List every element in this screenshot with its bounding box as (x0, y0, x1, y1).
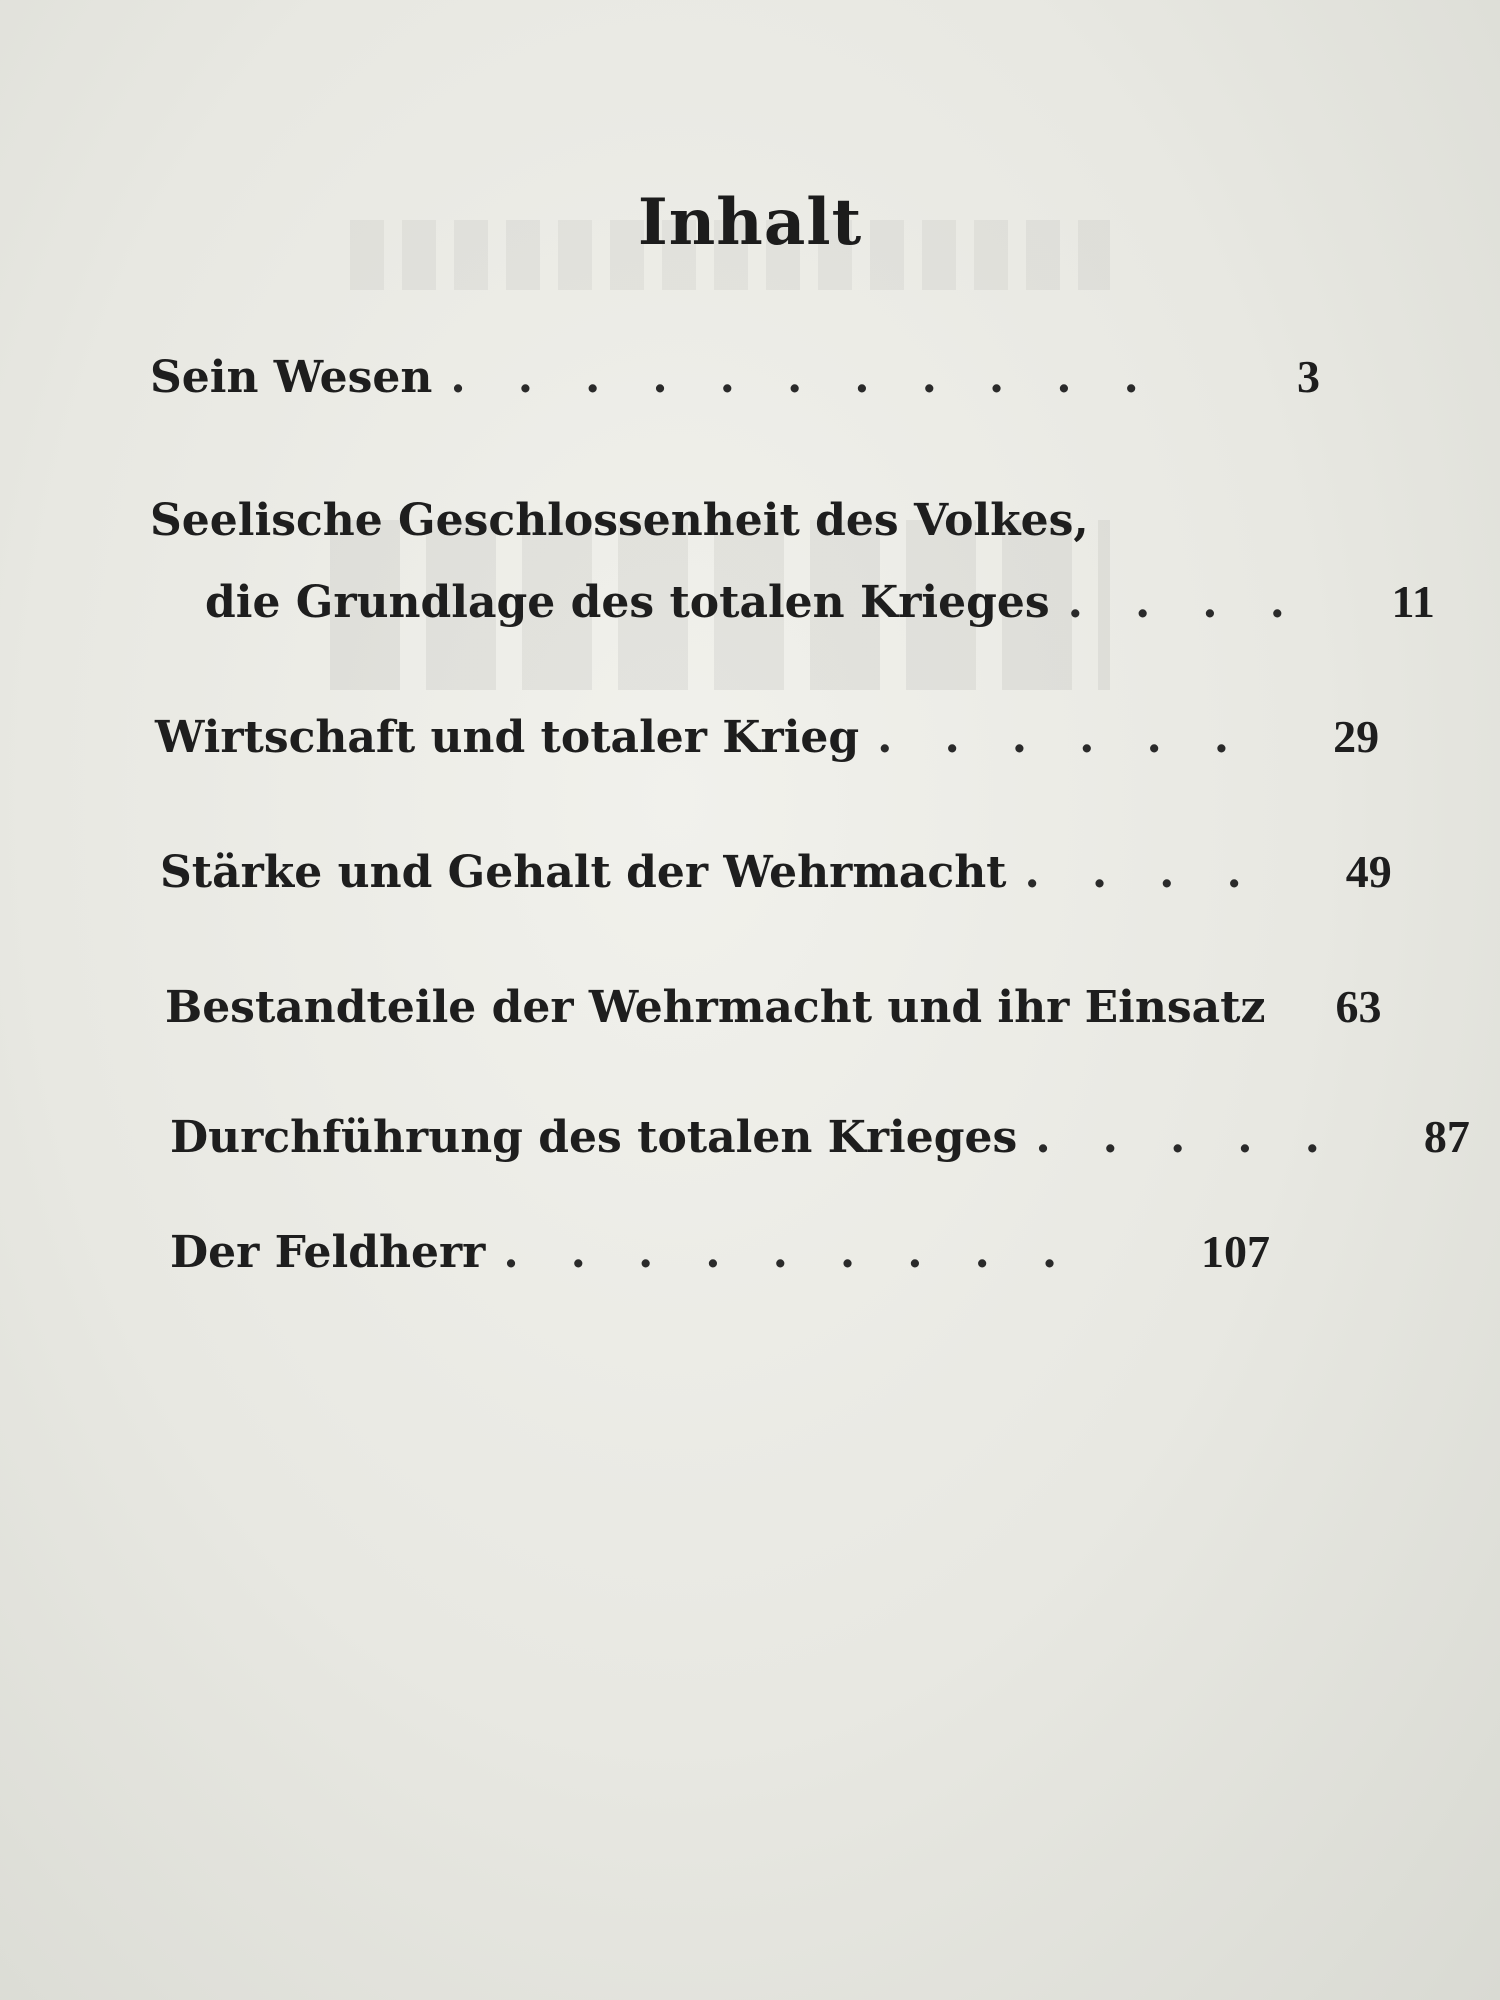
toc-page-number: 3 (1297, 351, 1320, 402)
toc-entry-title-line1: Seelische Geschlossenheit des Volkes, (150, 495, 1089, 546)
toc-entry (160, 845, 1392, 905)
dot-leader: .... (1024, 847, 1294, 898)
toc-page-number: 11 (1391, 576, 1435, 627)
toc-entry-title: Durchführung des totalen Krieges (170, 1112, 1018, 1163)
toc-page-number: 107 (1201, 1226, 1270, 1277)
dot-leader: ......... (503, 1227, 1110, 1278)
toc-page-number: 49 (1345, 846, 1392, 897)
toc-entry (170, 1225, 1270, 1285)
dot-leader: ..... (1035, 1112, 1372, 1163)
toc-entry (205, 575, 1435, 635)
toc-entry-title: Sein Wesen (150, 352, 433, 403)
toc-entry-title: Bestandteile der Wehrmacht und ihr Einsatz (165, 982, 1266, 1033)
toc-entry-title: Stärke und Gehalt der Wehrmacht (160, 847, 1007, 898)
toc-entry (150, 350, 1320, 410)
toc-entry (155, 710, 1380, 770)
toc-entry (170, 1110, 1470, 1170)
toc-entry-title: Wirtschaft und totaler Krieg (155, 712, 860, 763)
toc-entry (165, 980, 1382, 1040)
toc-entry-title-line2: die Grundlage des totalen Krieges (205, 577, 1050, 628)
toc-page-number: 63 (1335, 981, 1382, 1032)
dot-leader: ...... (877, 712, 1282, 763)
dot-leader: ........... (450, 352, 1191, 403)
toc-page-number: 29 (1333, 711, 1380, 762)
page-title: Inhalt (637, 185, 863, 260)
toc-entry-title: Der Feldherr (170, 1227, 486, 1278)
dot-leader: .... (1067, 577, 1337, 628)
toc-page-number: 87 (1423, 1111, 1470, 1162)
